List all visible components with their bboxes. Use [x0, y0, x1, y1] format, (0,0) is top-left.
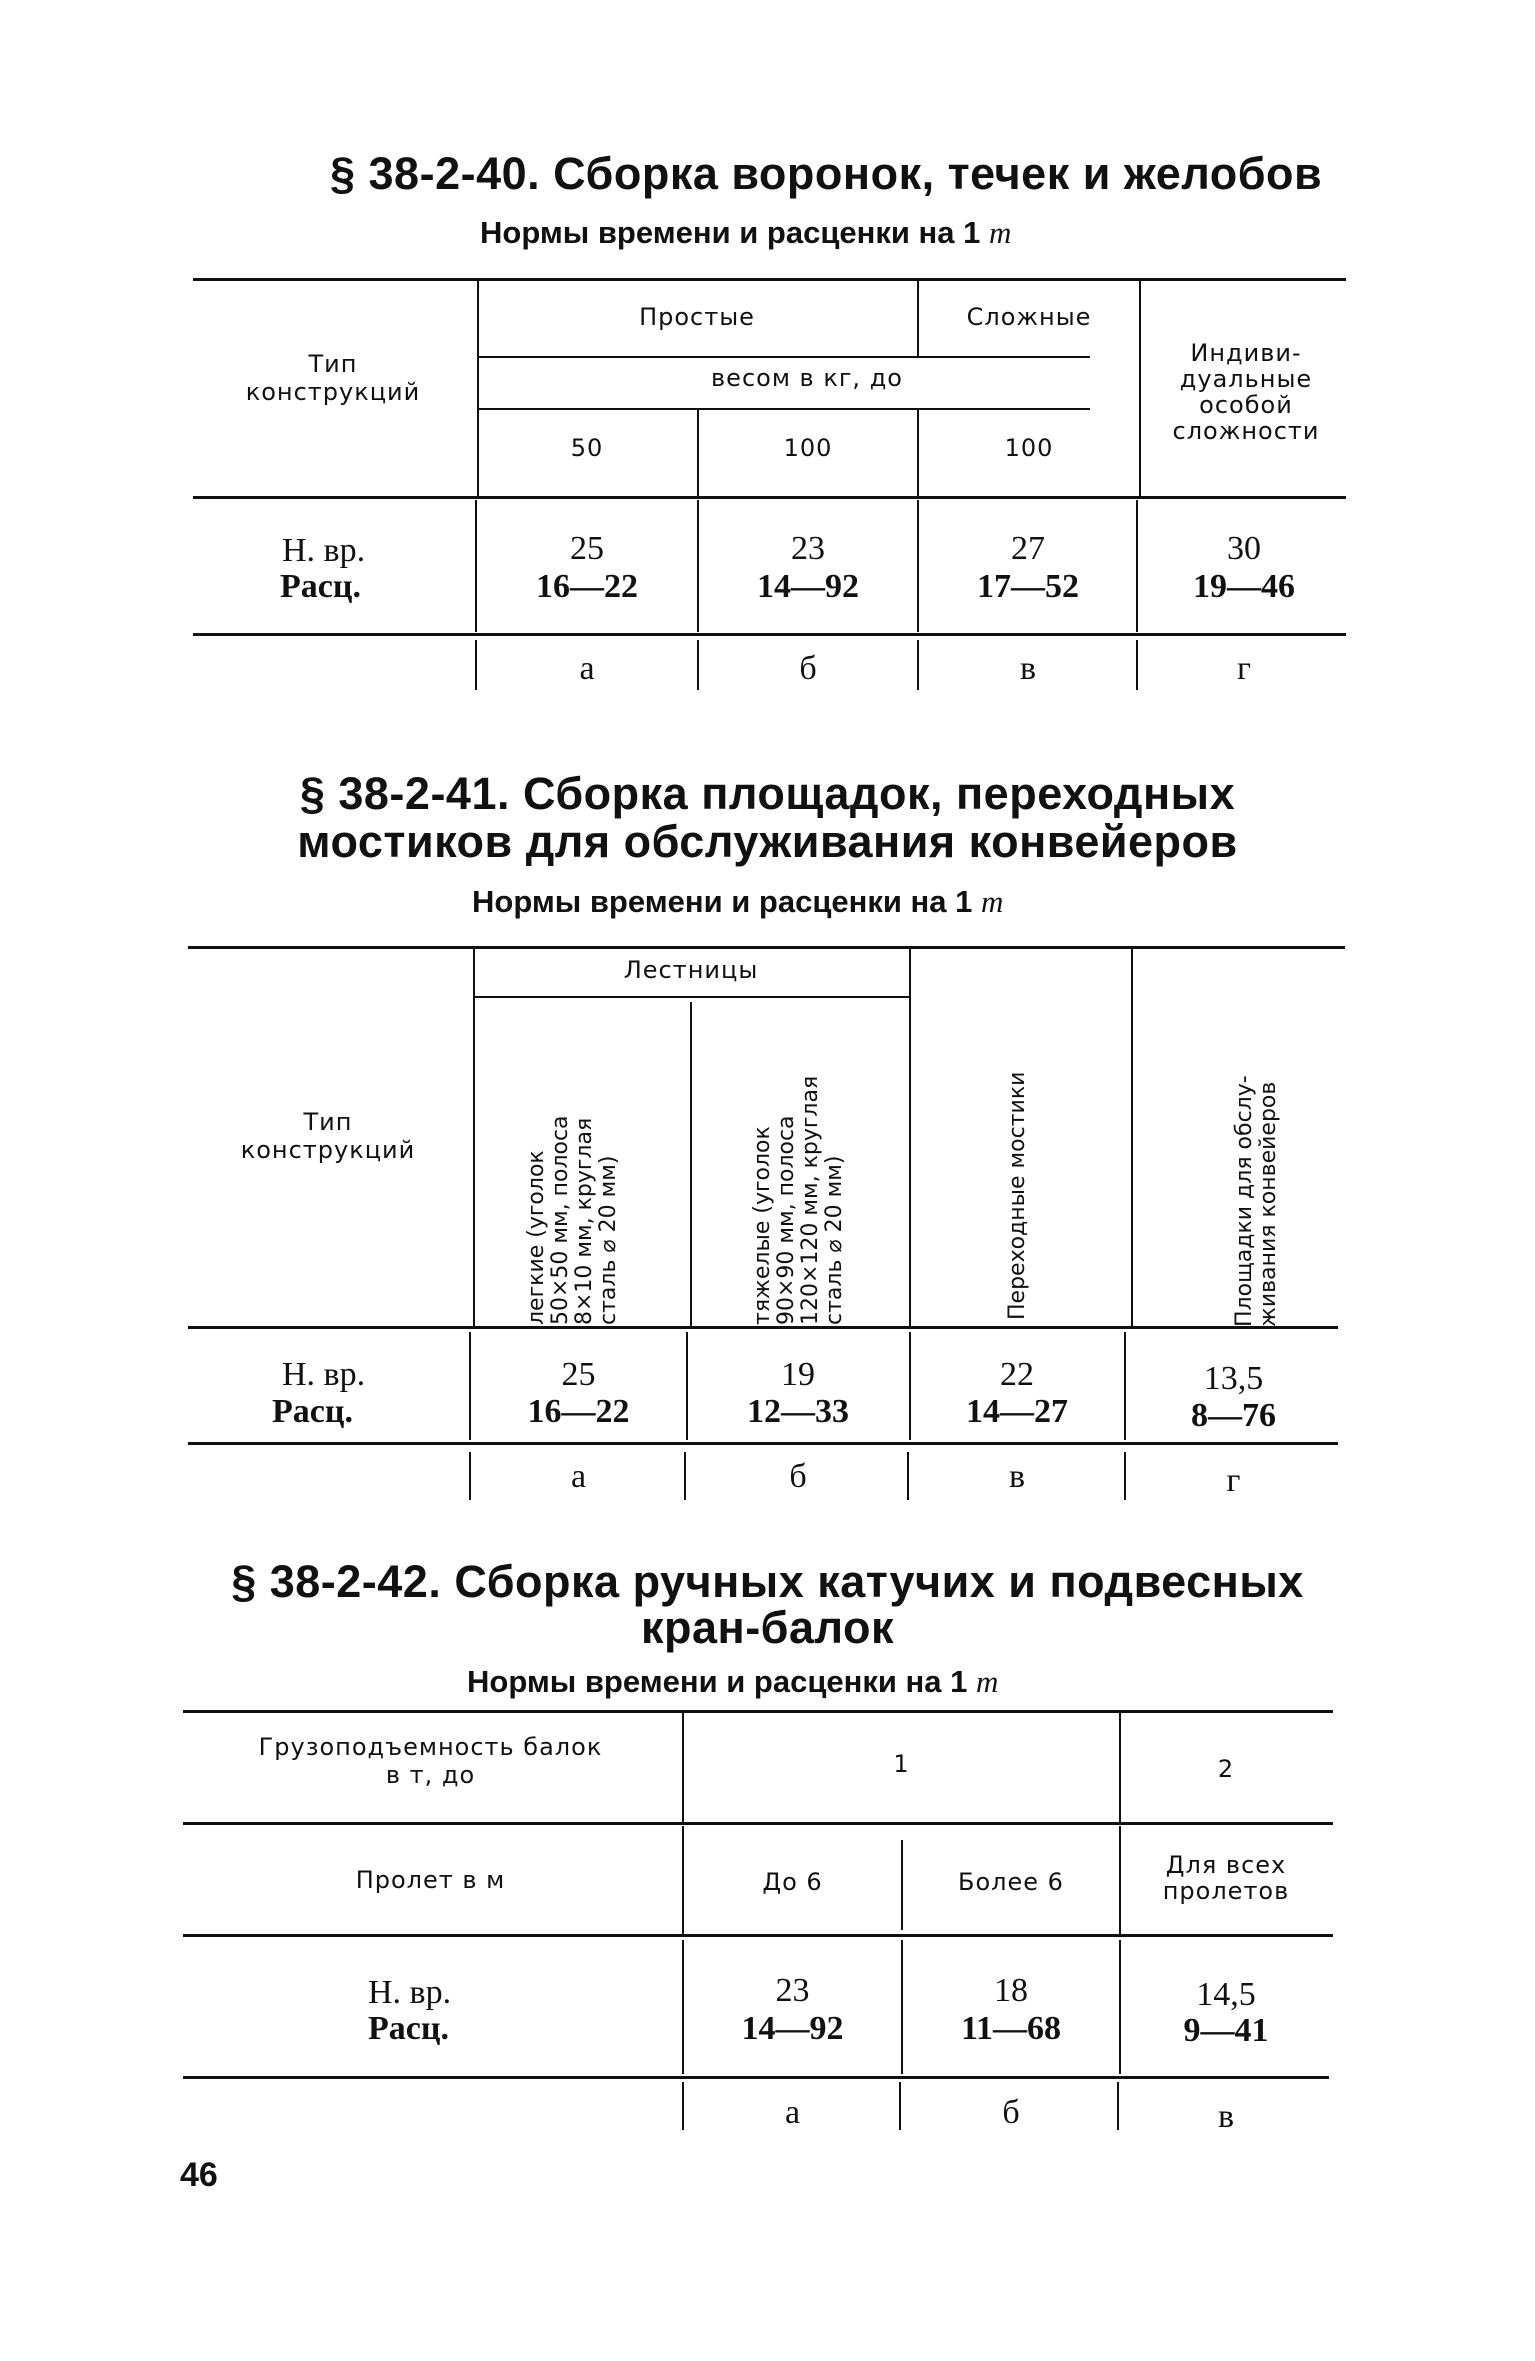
s40-header-rule-2	[477, 408, 1090, 410]
s40-rasc-v: 17—52	[977, 568, 1079, 605]
s41-light-line-4: сталь ⌀ 20 мм)	[596, 1155, 621, 1325]
s40-nvr-b: 23	[791, 530, 825, 567]
s42-letter-b: б	[1002, 2094, 1020, 2131]
s42-subtitle-unit: т	[976, 1664, 999, 1699]
s40-rasc-b: 14—92	[757, 568, 859, 605]
s42-col-capacity: Грузоподъемность балок в т, до	[258, 1733, 603, 1789]
s40-row-label-rasc: Расц.	[280, 568, 361, 605]
s42-subtitle-text: Нормы времени и расценки на 1	[467, 1664, 968, 1699]
s41-subtitle-unit: т	[981, 884, 1004, 919]
s41-subtitle-text: Нормы времени и расценки на 1	[472, 884, 973, 919]
s42-top-rule	[183, 1710, 1333, 1713]
s41-vline-1	[473, 948, 475, 1326]
s42-col-span: Пролет в м	[355, 1866, 506, 1894]
s41-title-line-2: мостиков для обслуживания конвейеров	[297, 816, 1238, 867]
s41-heavy-line-1: тяжелые (уголок	[750, 1126, 775, 1325]
s41-vline-4	[1131, 948, 1133, 1326]
s40-subtitle-unit: т	[989, 215, 1012, 250]
s41-col-bridges: Переходные мостики	[1005, 1071, 1030, 1320]
s40-rasc-g: 19—46	[1193, 568, 1295, 605]
s41-letter-v: в	[1008, 1458, 1026, 1495]
s40-row-label-nvr: Н. вр.	[282, 532, 366, 569]
s41-light-line-3: 8×10 мм, круглая	[572, 1117, 597, 1325]
s42-capacity-1: 1	[893, 1750, 910, 1778]
s42-title-line-2: кран-балок	[640, 1602, 895, 1653]
s40-weight-2: 100	[783, 434, 833, 462]
s40-body-bottom-rule	[193, 633, 1346, 636]
s42-letter-a: а	[784, 2094, 801, 2131]
s40-subtitle-text: Нормы времени и расценки на 1	[480, 215, 981, 250]
s41-letter-a: а	[570, 1458, 587, 1495]
s41-row-label-nvr: Н. вр.	[282, 1356, 366, 1393]
s40-rasc-a: 16—22	[536, 568, 638, 605]
s41-col-heavy	[751, 995, 851, 1325]
s41-subtitle	[472, 884, 1003, 920]
s41-heavy-line-3: 120×120 мм, круглая	[798, 1075, 823, 1325]
s42-nvr-v: 14,5	[1196, 1976, 1256, 2013]
s40-nvr-v: 27	[1011, 530, 1045, 567]
s42-span-1: До 6	[762, 1868, 823, 1896]
s41-body-bottom-rule	[188, 1442, 1338, 1445]
s42-rasc-v: 9—41	[1183, 2012, 1269, 2049]
s41-col-type: Тип конструкций	[240, 1108, 416, 1164]
s40-subtitle	[480, 215, 1011, 251]
s40-weight-1: 50	[570, 434, 604, 462]
s41-heavy-line-2: 90×90 мм, полоса	[774, 1115, 799, 1325]
s41-light-line-2: 50×50 мм, полоса	[548, 1115, 573, 1325]
s40-title: § 38-2-40. Сборка воронок, течек и желобов	[330, 148, 1323, 199]
s41-row-label-rasc: Расц.	[272, 1393, 353, 1430]
s41-heavy-line-4: сталь ⌀ 20 мм)	[822, 1155, 847, 1325]
s41-top-rule	[188, 946, 1345, 949]
s41-letter-b: б	[789, 1458, 807, 1495]
s42-body-bottom-rule	[183, 2076, 1329, 2079]
s41-nvr-v: 22	[1000, 1356, 1034, 1393]
s41-rasc-g: 8—76	[1191, 1397, 1276, 1434]
s40-col-individual: Индиви- дуальные особой сложности	[1172, 339, 1320, 445]
s42-subtitle	[467, 1664, 998, 1700]
s42-row-label-nvr: Н. вр.	[368, 1974, 452, 2011]
s41-letter-g: г	[1226, 1462, 1241, 1499]
s41-col-light	[525, 995, 625, 1325]
s40-header-bottom-rule	[193, 496, 1346, 499]
s40-header-rule-1	[477, 356, 1090, 358]
s42-rasc-b: 11—68	[960, 2010, 1062, 2047]
s40-letter-v: в	[1019, 650, 1037, 687]
s41-platforms-line-2: живания конвейеров	[1256, 1081, 1281, 1327]
s40-letter-a: а	[579, 650, 595, 687]
s41-rasc-a: 16—22	[527, 1393, 630, 1430]
s40-col-weight: весом в кг, до	[711, 364, 903, 392]
s42-capacity-2: 2	[1217, 1755, 1235, 1783]
s42-rasc-a: 14—92	[741, 2010, 844, 2047]
s41-platforms-line-1: Площадки для обслу-	[1232, 1075, 1257, 1327]
s42-letter-v: в	[1217, 2098, 1235, 2135]
s41-rasc-v: 14—27	[966, 1393, 1068, 1430]
s40-nvr-g: 30	[1227, 530, 1261, 567]
s42-span-bottom-rule	[183, 1934, 1333, 1937]
s41-title-line-1: § 38-2-41. Сборка площадок, переходных	[299, 768, 1236, 819]
s41-nvr-a: 25	[561, 1356, 596, 1393]
s41-vline-3	[909, 948, 911, 1326]
s41-rasc-b: 12—33	[747, 1393, 849, 1430]
s41-header-bottom-rule	[188, 1326, 1338, 1329]
s41-light-line-1: легкие (уголок	[524, 1150, 549, 1325]
s40-col-type: Тип конструкций	[245, 350, 421, 406]
s41-vline-2	[690, 1002, 692, 1326]
s40-top-rule	[193, 278, 1346, 281]
s42-title-line-1: § 38-2-42. Сборка ручных катучих и подвесных	[231, 1556, 1304, 1607]
s40-letter-b: б	[799, 650, 817, 687]
s42-nvr-b: 18	[994, 1972, 1028, 2009]
s42-span-2: Более 6	[958, 1868, 1064, 1896]
s40-letter-g: г	[1237, 650, 1251, 687]
s41-nvr-g: 13,5	[1203, 1360, 1264, 1397]
s42-nvr-a: 23	[775, 1972, 810, 2009]
s42-span-3: Для всех пролетов	[1162, 1851, 1290, 1905]
s42-capacity-bottom-rule	[183, 1822, 1333, 1825]
s40-weight-3: 100	[1004, 434, 1054, 462]
s40-nvr-a: 25	[570, 530, 604, 567]
page-number: 46	[180, 2156, 218, 2194]
s40-col-complex: Сложные	[966, 303, 1092, 331]
s41-nvr-b: 19	[781, 1356, 815, 1393]
s42-row-label-rasc: Расц.	[368, 2010, 449, 2047]
s41-col-platforms	[1233, 987, 1287, 1327]
s41-col-stairs: Лестницы	[623, 956, 759, 984]
s40-col-simple: Простые	[639, 303, 755, 331]
